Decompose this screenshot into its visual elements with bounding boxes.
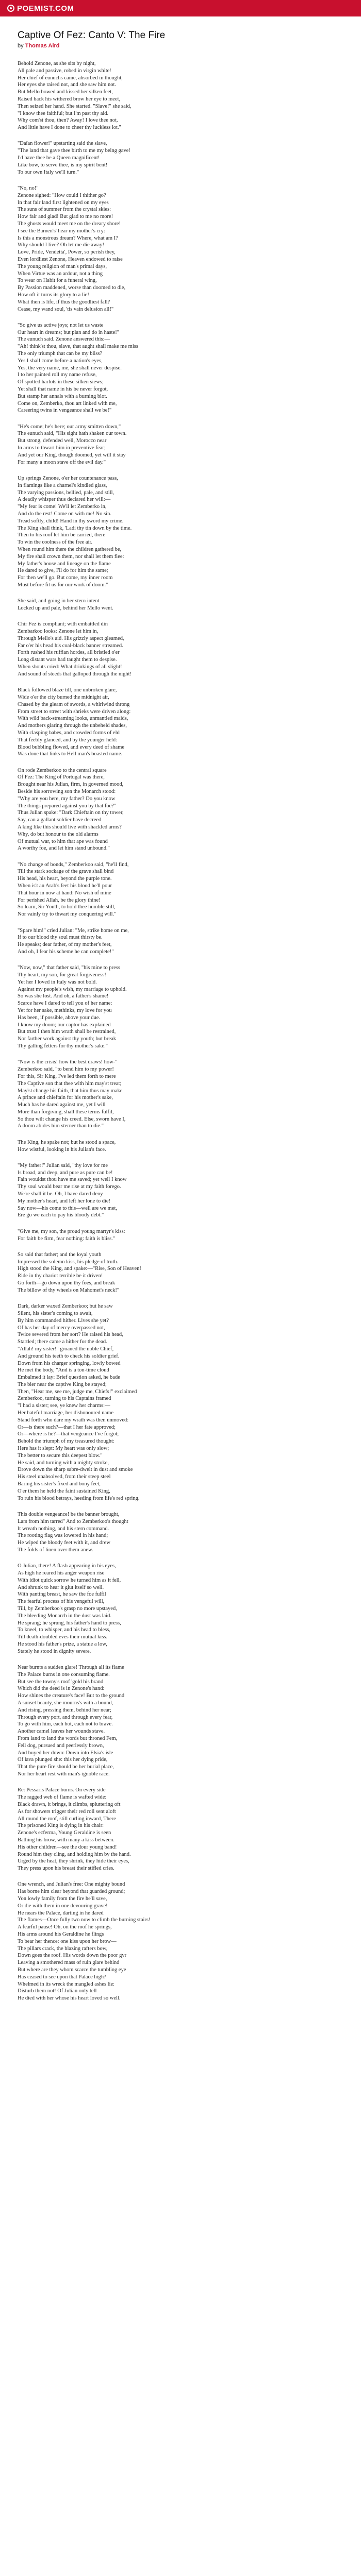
- poem-line: And yet our King, though doomed, yet will it stay: [18, 452, 126, 458]
- poem-line: Why com'st thou, then? Away! I love thee not,: [18, 117, 118, 124]
- poem-line: The fearful process of his vengeful will,: [18, 1599, 105, 1605]
- poem-line: When is't an Arab's feet his blood he'll pour: [18, 883, 112, 889]
- author-link[interactable]: Thomas Aird: [25, 43, 60, 49]
- poem-line: Beside his sorrowing son the Monarch stood:: [18, 789, 116, 795]
- poem-line: The flames—Once fully two now to climb the burning stairs!: [18, 1917, 151, 1923]
- poem-line: How oft it turns its glory to a lie!: [18, 292, 89, 298]
- poem-line: "Now is the crisis! how the best draws! how-": [18, 1059, 118, 1065]
- poem-line: Ere go we each to pay his bloody debt.": [18, 1212, 104, 1218]
- poem-line: As high he reared his anger weapon rise: [18, 1570, 105, 1577]
- poem-line: "So give us active joys; not let us waste: [18, 322, 104, 328]
- poem-line: The young religion of man's primal days,: [18, 263, 107, 269]
- poem-line: Go forth—go down upon thy foes, and break: [18, 1280, 115, 1286]
- poem-line: Has ceased to see upon that Palace high?: [18, 1974, 106, 1980]
- poem-stanza: [18, 598, 343, 612]
- poem-line: Till, by Zemberkoo's grasp no more upstayed,: [18, 1606, 117, 1612]
- poem-stanza: [18, 767, 343, 853]
- poem-byline: [18, 43, 343, 49]
- poem-line: A doom abides him sterner than to die.": [18, 1123, 104, 1129]
- poem-line: Then, "Hear me, see me, judge me, Chiefs!" exclaimed: [18, 1388, 137, 1395]
- poem-line: The bleeding Monarch in the dust was laid.: [18, 1613, 111, 1619]
- poem-line: Fell dog, pursued and peerlessly brown,: [18, 1742, 104, 1749]
- poem-line: So thou wilt change his creed. Else, sworn have I,: [18, 1116, 126, 1122]
- poem-stanza: [18, 964, 343, 1050]
- poem-line: They press upon his breast their stifled cries.: [18, 1866, 114, 1872]
- poem-line: Chased by the gleam of swords, a whirlwind throng: [18, 701, 130, 707]
- poem-line: Her eyes she raised not, and she saw him not.: [18, 82, 116, 88]
- poem-line: With wild back-streaming looks, unmantled maids,: [18, 716, 128, 722]
- poem-line: Is broad, and deep, and pure as pure can be!: [18, 1170, 113, 1176]
- poem-line: Has been, if possible, above your due.: [18, 1014, 101, 1021]
- poem-line: He speaks; dear father, of my mother's feet,: [18, 942, 112, 948]
- poem-line: The better to secure this deepest blow.": [18, 1452, 103, 1459]
- poem-stanza: [18, 927, 343, 956]
- poem-stanza: [18, 1511, 343, 1554]
- poem-line: Black drawn, it brings, it climbs, spluttering oft: [18, 1801, 121, 1807]
- poem-line: Cease, my wand soul, 'tis vain delusion all!": [18, 306, 114, 312]
- poem-line: How fair and glad! But glad to me no more!: [18, 214, 113, 220]
- poem-line: Of Fez: The King of Portugal was there,: [18, 774, 105, 781]
- poem-stanza: [18, 140, 343, 176]
- poem-line: The King, he spake not; but he stood a space,: [18, 1139, 116, 1145]
- poem-line: As for showers trigger their red roll sent aloft: [18, 1808, 116, 1815]
- poem-line: When Virtue was an ardour, not a thing: [18, 270, 103, 277]
- byline-prefix: by: [18, 43, 24, 49]
- poem-line: Was done that links to Hell man's boasted name.: [18, 751, 123, 757]
- poem-line: Then seized her hand. She started. "Slave!" she said,: [18, 103, 132, 109]
- poem-line: Nor her heart rest with man's ignoble race.: [18, 1771, 110, 1777]
- poem-line: May'st change his faith, that him thus may make: [18, 1088, 123, 1094]
- poem-line: Embalmed it lay: Brief question asked, he bade: [18, 1375, 120, 1381]
- poem-line: To go with him, each hot, each not to brave.: [18, 1721, 113, 1727]
- poem-line: A deadly whisper thus declared her will:—: [18, 497, 111, 503]
- poem-line: "He's come; he's here; our army smitten down,": [18, 423, 121, 430]
- poem-line: O Julian, there! A flash appearing in his eyes,: [18, 1563, 116, 1569]
- poem-line: And mothers glaring through the unbeheld shades,: [18, 723, 127, 729]
- poem-line: Behold Zenone, as she sits by night,: [18, 61, 96, 66]
- poem-line: Startled; there came a hither for the dead.: [18, 1339, 107, 1345]
- poem-line: O'er them he held the faint sustained King,: [18, 1488, 110, 1494]
- poem-line: For faith be firm, fear nothing: faith is bliss.": [18, 1235, 116, 1242]
- poem-line: Her chief of eunuchs came, absorbed in thought,: [18, 75, 123, 81]
- poem-line: The billow of thy wheels on Mahomet's neck!": [18, 1287, 120, 1293]
- poem-line: Near burnts a sudden glare! Through all its flame: [18, 1665, 124, 1671]
- poem-line: His head, his heart, beyond the purple tone.: [18, 876, 112, 882]
- poem-line: He wiped the bloody feet with it, and drew: [18, 1540, 110, 1546]
- poem-line: Here has it slept: My heart was only slow;: [18, 1446, 109, 1452]
- poem-stanza: [18, 1664, 343, 1778]
- poem-line: My father's house and lineage on the flame: [18, 561, 111, 567]
- poem-line: Chir Fez is compliant; with embattled din: [18, 621, 108, 628]
- poem-line: My fire shall crown them, nor shall let them flee:: [18, 553, 124, 560]
- poem-line: Zemberkoo said, "to bend him to my power!: [18, 1066, 114, 1073]
- poem-line: Our heart in dreams; but plan and do in haste!": [18, 329, 120, 335]
- poem-line: The varying passions, bellied, pale, and still,: [18, 489, 114, 496]
- poem-line: "I know thee faithful; but I'm past thy aid.: [18, 110, 109, 116]
- poem-line: "The land that gave thee birth to me my being gave!: [18, 148, 130, 154]
- poem-line: Yes I shall come before a nation's eyes,: [18, 358, 103, 364]
- poem-line: Thus Julian spake: "Dark Chieftain on thy tower,: [18, 810, 124, 816]
- poem-line: He dared to give, I'll do for him the same;: [18, 568, 108, 574]
- poem-line: Blood bubbling flowed, and every deed of shame: [18, 744, 125, 750]
- poem-line: A sunset beauty, she mourns's with a bound,: [18, 1700, 113, 1706]
- poem-line: For many a moon stave off the evil day.": [18, 459, 106, 465]
- poem-line: And do the rest! Come on with me! No sin.: [18, 511, 111, 517]
- poem-line: "Give me, my son, the proud young martyr's kiss:: [18, 1228, 125, 1234]
- poem-line: I see the Barnen's' hear my mother's cry:: [18, 228, 105, 234]
- poem-stanza: [18, 1139, 343, 1154]
- poem-line: Of mutual war, to him that ape was found: [18, 838, 108, 844]
- poem-line: And oh, I fear his scheme he can complete!": [18, 948, 114, 955]
- poem-line: To win the coolness of the free air.: [18, 539, 93, 546]
- poem-line: Up springs Zenone, o'er her countenance pass,: [18, 475, 118, 481]
- poem-line: She said, and going in her stern intent: [18, 598, 100, 604]
- poem-line: Down goes the roof. His words down the poor gyr: [18, 1953, 127, 1959]
- poem-line: This double vengeance! be the banner brought,: [18, 1511, 120, 1517]
- poem-line: Scarce have I dared to tell you of her name:: [18, 1001, 112, 1007]
- poem-line: Through Mello's aid. His grizzly aspect gleamed,: [18, 635, 124, 641]
- poem-stanza: [18, 423, 343, 466]
- poem-line: Till death-doubled eves their mutual kiss.: [18, 1634, 108, 1640]
- poem-line: By him commanded hither. Lives she yet?: [18, 1317, 109, 1324]
- poem-stanza: [18, 1228, 343, 1243]
- poem-line: Why, do but honour to the old alarms: [18, 831, 99, 837]
- poem-line: For this, Sir King, I've led them forth to mere: [18, 1073, 116, 1079]
- poem-line: From street to street with shrieks were driven along:: [18, 708, 131, 715]
- poem-line: Down from his charger springing, lowly bowed: [18, 1360, 121, 1366]
- poem-line: Much has he dared against me, yet I will: [18, 1102, 106, 1108]
- poem-stanza: [18, 1162, 343, 1219]
- poem-line: With idiot quick sorrow he turned him as it fell,: [18, 1577, 121, 1583]
- poem-line: Baring his sister's fixed and bony feet,: [18, 1481, 101, 1487]
- poem-line: And rising, pressing them, behind her near;: [18, 1707, 111, 1713]
- poem-line: "Allah! my sister!" groaned the noble Chief,: [18, 1346, 114, 1352]
- poem-line: Even lordliest Zenone, Heaven endowed to raise: [18, 256, 123, 262]
- poem-line: A king like this should live with shackled arms?: [18, 824, 122, 830]
- poem-line: He died with her whose his heart loved so well.: [18, 1995, 121, 2002]
- poem-line: Twice severed from her sort? He raised his head,: [18, 1332, 123, 1338]
- poem-line: The folds of linen over them anew.: [18, 1547, 93, 1553]
- poem-line: Her hateful marriage, her dishonoured name: [18, 1410, 114, 1416]
- poem-line: "Ah! think'st thou, slave, that aught shall make me miss: [18, 344, 138, 350]
- poem-line: More than forgiving, shall these terms fulfil,: [18, 1109, 114, 1115]
- poem-line: The eunuch said, "His sight hath shaken our town.: [18, 431, 127, 437]
- poem-line: That the pure fire should be her burial place,: [18, 1764, 114, 1770]
- poem-line: To ruin his blood betrays, heeding from life's red spring.: [18, 1495, 140, 1501]
- poem-content: [0, 16, 361, 2002]
- poem-line: High stood the King, and spake:—"Rise, Son of Heaven!: [18, 1266, 141, 1272]
- poem-line: In flamings like a charnel's kindled glass,: [18, 482, 107, 488]
- poem-line: Stand forth who dare my wrath was then unmoved:: [18, 1417, 129, 1423]
- poem-line: To bear her thence: one kiss upon her brow—: [18, 1938, 117, 1944]
- poem-line: Locked up and pale, behind her Mello went.: [18, 605, 113, 611]
- poem-line: Which did the deed is in Zenone's hand:: [18, 1686, 105, 1692]
- poem-line: Is this a monstrous dream? Where, what am I?: [18, 235, 118, 241]
- poem-line: "No change of bonds," Zemberkoo said, "he'll find,: [18, 861, 129, 868]
- site-logo[interactable]: [7, 4, 74, 13]
- poem-line: What then is life, if thus the goodliest fall?: [18, 299, 110, 305]
- poem-line: "Spare him!" cried Julian: "Me, strike home on me,: [18, 927, 129, 934]
- poem-line: That feebly glanced, and by the younger held:: [18, 737, 118, 743]
- poem-line: And shrunk to hear it glut itself so well.: [18, 1584, 104, 1590]
- poem-line: The Palace burns in one consuming flame.: [18, 1671, 110, 1677]
- poem-line: So learn, Sir Youth, to hold thee humble still,: [18, 904, 116, 910]
- poem-line: "My fear is come! We'll let Zemberko in,: [18, 504, 107, 510]
- poem-line: Disturb them not! Of Julian only tell: [18, 1988, 97, 1994]
- poem-stanza: [18, 1059, 343, 1130]
- poem-stanza: [18, 475, 343, 589]
- poem-line: "My father!" Julian said, "thy love for me: [18, 1162, 108, 1168]
- poem-line: And ground his teeth to check his soldier grief.: [18, 1353, 120, 1359]
- poem-line: Yet for her sake, methinks, my love for you: [18, 1008, 112, 1014]
- poem-line: We're shall it be. Oh, I have dared deny: [18, 1191, 103, 1197]
- poem-line: Dark, darker waxed Zemberkoo; but he saw: [18, 1303, 113, 1310]
- poem-line: On rode Zemberkoo to the central square: [18, 767, 107, 773]
- poem-line: Say now—his come to this—well are we met,: [18, 1205, 118, 1211]
- poem-line: Zenone sighed: "How could I thither go?: [18, 192, 106, 198]
- poem-stanza: [18, 1251, 343, 1294]
- poem-line: Raised back his withered brow her eye to meet,: [18, 96, 121, 102]
- poem-line: "No, no!": [18, 185, 39, 191]
- poem-stanza: [18, 1303, 343, 1502]
- poem-line: Of spotted harlots in these silken siews;: [18, 379, 104, 385]
- poem-line: Re: Pessaris Palace burns. On every side: [18, 1787, 106, 1793]
- poem-line: Drove down the sharp sabre-dwelt in dust and smoke: [18, 1467, 133, 1473]
- poem-line: That hour in now at hand: No wish of mine: [18, 890, 111, 896]
- poem-stanza: [18, 621, 343, 677]
- top-navigation-bar: [0, 0, 361, 16]
- poem-stanza: [18, 185, 343, 313]
- poem-stanza: [18, 1563, 343, 1655]
- poem-line: Ride in thy chariot terrible be it driven!: [18, 1273, 103, 1279]
- poem-line: Yon lowly family from the fire he'll save,: [18, 1895, 107, 1902]
- poem-line: The rooting flag was lowered in his hand;: [18, 1533, 108, 1539]
- poem-line: Bathing his brow, with many a kiss between.: [18, 1837, 115, 1843]
- poem-line: Till the stark sockage of the grave shall bind: [18, 869, 114, 875]
- poem-line: And little have I done to cheer thy luckless lot.": [18, 125, 121, 131]
- poem-line: Nor vainly try to thwart my conquering will.": [18, 911, 117, 918]
- poem-line: Come on, Zemberko, thou art linked with me,: [18, 400, 117, 406]
- poem-line: "Now, now," that father said, "his mine to press: [18, 965, 121, 971]
- poem-line: But where are they whom scarce the tumbling eye: [18, 1967, 126, 1973]
- poem-line: Then to his roof let him be carried, there: [18, 532, 105, 538]
- poem-line: The only triumph that can be my bliss?: [18, 350, 103, 357]
- poem-line: Yet shall that name in his be never forgot,: [18, 386, 108, 392]
- poem-line: All pale and passive, robed in virgin white!: [18, 67, 111, 74]
- poem-line: Leaving a smothered mass of ruin glare behind: [18, 1960, 120, 1966]
- poem-line: The ragged web of flame is wafted wide:: [18, 1794, 107, 1801]
- poem-line: My mother's heart, and left her lone to die!: [18, 1198, 111, 1204]
- poem-line: Or—where is he?—that vengeance I've forgot;: [18, 1431, 119, 1437]
- poem-line: Or die with them in one devouring grave!: [18, 1903, 108, 1909]
- poem-line: But trust I then him wrath shall be restrained,: [18, 1029, 116, 1035]
- poem-body: [18, 60, 343, 2002]
- poem-line: The bier near the captive King be stayed;: [18, 1381, 107, 1387]
- poem-line: He sprang; he sprung, his father's hand to press,: [18, 1620, 121, 1626]
- poem-line: In arms to thwart him in preventive fear;: [18, 445, 106, 451]
- poem-line: He met the body, "And is a ton-time cloud: [18, 1367, 109, 1374]
- poem-line: Brought near his Julian, firm, in governed mood,: [18, 782, 124, 788]
- poem-line: Zemberkoo, turning to his Captains framed: [18, 1396, 111, 1402]
- poem-line: Like bow, to serve thee, is my spirit bent!: [18, 162, 108, 168]
- poem-line: In that fair land first lightened on my eyes: [18, 199, 109, 206]
- poem-line: Nor farther work against thy youth; but break: [18, 1036, 116, 1042]
- poem-line: Yet her I loved in Italy was not bold.: [18, 979, 97, 985]
- poemist-logo-icon: [7, 5, 14, 12]
- poem-line: He nears the Palace, darting in he dared: [18, 1910, 104, 1916]
- poem-line: Thy galling fetters for thy mother's sake.": [18, 1043, 108, 1049]
- poem-line: Against my people's wish, my marriage to uphold.: [18, 986, 127, 992]
- poem-line: Has borne him clear beyond that guarded ground;: [18, 1889, 125, 1895]
- poem-line: Yes, the very name, me, she shall never despise.: [18, 365, 122, 371]
- poem-line: A fearful pause! Oh, on the roof he springs,: [18, 1924, 112, 1930]
- poem-line: I to her painted roll my name refuse,: [18, 372, 97, 378]
- poem-line: His arms around his Geraldine he flings: [18, 1931, 104, 1937]
- poem-line: All round the roof, still curling inward, There: [18, 1816, 116, 1822]
- poem-line: He said, and turning with a mighty stroke,: [18, 1460, 109, 1466]
- site-logo-text: POEMIST.COM: [17, 4, 74, 13]
- poem-line: I'd have thee be a Queen magnificent!: [18, 155, 100, 161]
- poem-line: One wrench, and Julian's free: One mighty bound: [18, 1882, 125, 1888]
- poem-line: Far o'er his head his coal-black banner streamed.: [18, 642, 123, 649]
- poem-title: Captive Of Fez: Canto V: The Fire: [18, 30, 166, 41]
- poem-line: Or—is there such?—that I her fate approved;: [18, 1424, 116, 1430]
- poem-line: To wear on Habit for a funeral wing,: [18, 278, 97, 284]
- poem-line: Urged by the heat, they shrink, they hide their eyes,: [18, 1858, 129, 1865]
- poem-line: The Captive son that thee with him may'st treat;: [18, 1080, 122, 1087]
- poem-line: Fain wouldst thou have me saved; yet well I know: [18, 1177, 127, 1183]
- poem-line: Must before fit us for our work of doom.": [18, 582, 108, 588]
- poem-line: And buyed her down: Down into Elsia's isle: [18, 1750, 113, 1756]
- poem-line: He stood his father's prize, a statue a low,: [18, 1641, 107, 1647]
- poem-line: Thy soul would bear me rise at my faith forego.: [18, 1184, 121, 1190]
- poem-line: The eunuch said. Zenone answered this:—: [18, 336, 110, 343]
- poem-line: Love, Pride, Vendetta', Power, so perish they,: [18, 249, 116, 256]
- poem-stanza: [18, 60, 343, 131]
- poem-line: "Why are you here, my father? Do you know: [18, 795, 116, 802]
- poem-line: With clasping babes, and crowded forms of eld: [18, 730, 120, 736]
- poem-line: How wistful, looking in his Julian's face.: [18, 1146, 106, 1153]
- poem-line: Impressed the solemn kiss, his pledge of truth.: [18, 1259, 119, 1265]
- poem-line: Forth rushed his ruffian hordes, all bristled o'er: [18, 650, 120, 656]
- poem-line: His steel unabsolved, from their steep steel: [18, 1474, 111, 1480]
- poem-line: And sound of steeds that galloped through the night!: [18, 671, 132, 677]
- poem-stanza: [18, 1881, 343, 2002]
- poem-line: Behold the triumph of my treasured thought:: [18, 1438, 114, 1445]
- poem-line: How shines the creature's face! But to the ground: [18, 1693, 125, 1699]
- poem-line: For then we'll go. But come, my inner room: [18, 575, 113, 581]
- poem-line: By Passion maddened, worse than doomed to die,: [18, 285, 126, 291]
- poem-line: "I had a sister; see, ye knew her charms:—: [18, 1403, 110, 1409]
- poem-line: Wide o'er the city burned the midnight air,: [18, 694, 109, 700]
- poem-line: Lars from him tarred" And to Zemberkoo's thought: [18, 1518, 128, 1524]
- poem-line: Careering twins in vengeance shall we be!": [18, 408, 112, 414]
- poem-line: Another camel leaves her wounds stave.: [18, 1728, 105, 1735]
- poem-line: The prisoned King is dying in his chair:: [18, 1823, 104, 1829]
- poem-line: Stately he stood in dignity severe.: [18, 1648, 91, 1654]
- poem-line: Tread softly, child! Hand in thy sword my crime.: [18, 518, 124, 524]
- poem-line: Whelmed in its wreck the mangled ashes lie:: [18, 1981, 115, 1987]
- poem-line: But see the towny's roof 'gold his brand: [18, 1679, 104, 1685]
- poem-line: Long distant wars had taught them to despise.: [18, 657, 117, 663]
- poem-line: When round him there the children gathered be,: [18, 546, 122, 552]
- poem-line: But strong, defended well, Morocco near: [18, 438, 107, 444]
- poem-line: If to our blood thy soul must thirsty be.: [18, 935, 103, 941]
- poem-stanza: [18, 1787, 343, 1872]
- poem-line: It wreath nothing, and his stern command.: [18, 1526, 109, 1532]
- poem-line: To our own Italy we'll turn.": [18, 169, 79, 175]
- poem-stanza: [18, 687, 343, 758]
- poem-line: The ghosts would meet me on the dreary shore!: [18, 221, 121, 227]
- poem-line: From land to land the words but throned Fem,: [18, 1736, 118, 1742]
- poem-line: Of lava plunged she: this her dying pride,: [18, 1757, 108, 1763]
- poem-line: The King shall think, 'Ladi thy tin down by the time.: [18, 525, 132, 531]
- poem-line: Zembarkoo looks: Zenone let him in,: [18, 629, 99, 635]
- poem-line: Through every port, and through every fear,: [18, 1714, 113, 1720]
- poem-line: But Mello bowed and kissed her silken feet,: [18, 89, 113, 95]
- poem-line: Round him they cling, and holding him by the hand.: [18, 1851, 131, 1857]
- poem-line: The things prepared against you by that foe?": [18, 803, 117, 809]
- poem-line: His other children—see the dour young band!: [18, 1844, 117, 1850]
- poem-line: So was she lost. And oh, a father's shame!: [18, 993, 109, 999]
- poem-line: Thy heart, my son, for great forgiveness!: [18, 972, 106, 978]
- poem-line: Why should I live? Oh let me die away!: [18, 242, 104, 248]
- poem-line: Zenone's ecferma, Young Geraldine is seen: [18, 1830, 111, 1836]
- poem-line: "Daïan flower!" upstarting said the slave,: [18, 141, 107, 147]
- poem-line: A worthy foe, and let him stand unbound.": [18, 845, 110, 852]
- poem-line: A prince and chieftain for his mother's sake,: [18, 1095, 113, 1101]
- poem-line: When shouts cried: What drinkings of all slight!: [18, 664, 122, 670]
- poem-line: So said that father; and the loyal youth: [18, 1251, 102, 1258]
- poem-line: The pillars crack, the blazing rafters bow,: [18, 1945, 108, 1952]
- poem-line: Silent, his sister's coming to await,: [18, 1310, 93, 1316]
- poem-line: Of has her day of mercy overpassed not,: [18, 1325, 105, 1331]
- poem-line: With panting breast, he saw the foe fulfil: [18, 1591, 106, 1598]
- poem-line: Say, can a gallant soldier have decreed: [18, 817, 102, 823]
- poem-line: I know my doom; our captor has explained: [18, 1022, 111, 1028]
- poem-line: Black followed blaze till, one unbroken glare,: [18, 687, 117, 693]
- poem-line: The suns of summer from the crystal skies:: [18, 207, 111, 213]
- poem-stanza: [18, 861, 343, 918]
- poem-line: For perished Allah, be the glory thine!: [18, 897, 101, 903]
- poem-line: But stamp her annals with a burning blot.: [18, 393, 107, 399]
- poem-line: To kneel, to whisper, and his head to bless,: [18, 1627, 110, 1633]
- poem-stanza: [18, 322, 343, 414]
